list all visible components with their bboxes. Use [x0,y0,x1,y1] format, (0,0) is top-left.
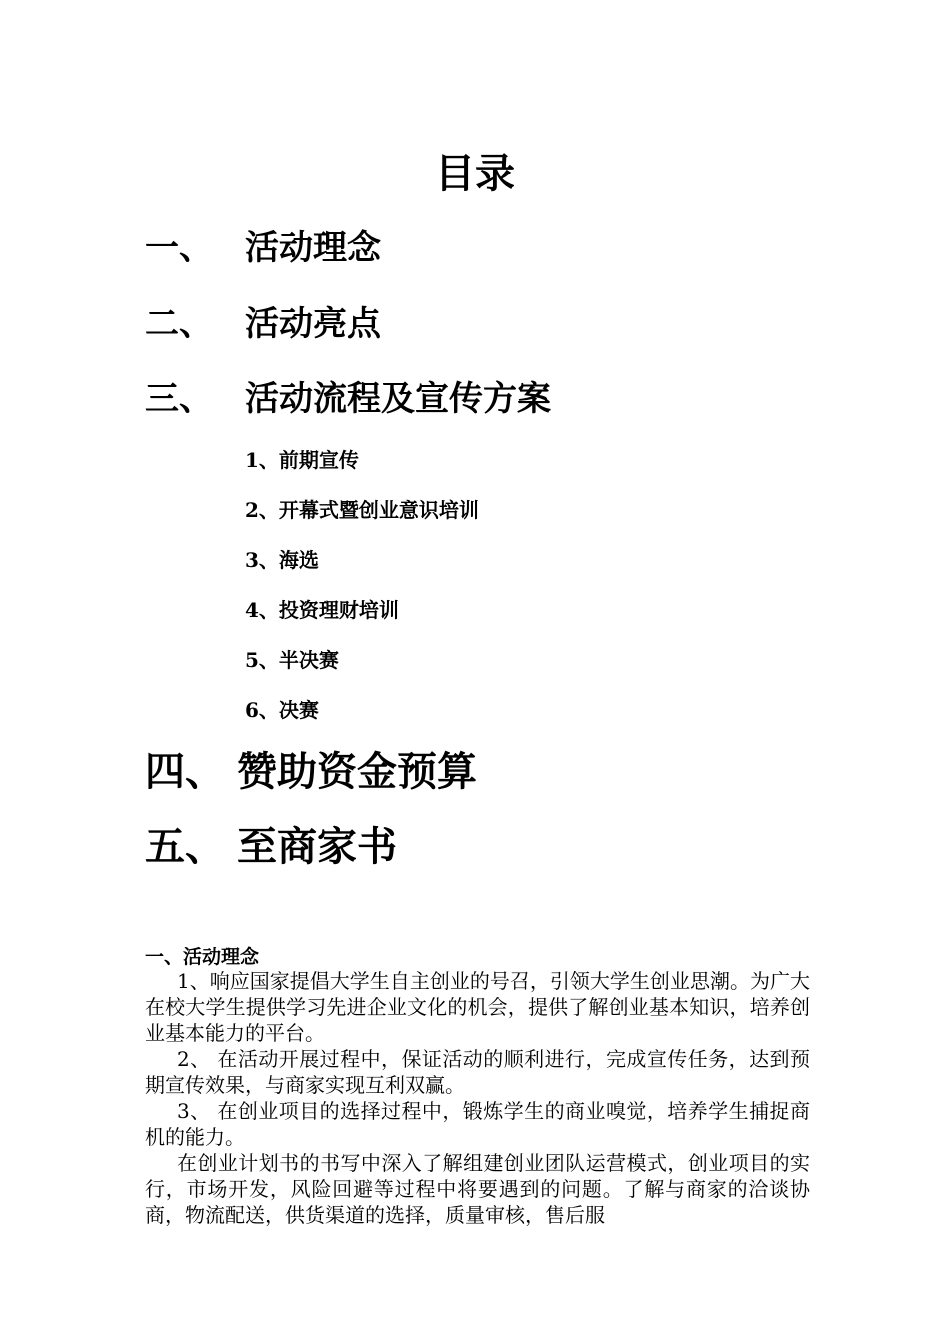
section-heading: 一、活动理念 [145,946,260,968]
toc-item-number: 二、 [145,304,213,344]
paragraph: 在创业计划书的书写中深入了解组建创业团队运营模式，创业项目的实行，市场开发，风险回避等过程中将要遇到的问题。了解与商家的洽谈协商，物流配送，供货渠道的选择，质量审核，售后服 [145,1151,810,1227]
section-body [145,968,810,1228]
toc-item-label: 活动流程及宣传方案 [245,379,551,419]
toc-item-5 [145,822,397,872]
toc-item-label: 至商家书 [237,823,397,870]
toc-item-label: 活动亮点 [245,304,381,344]
toc-subitem: 1、前期宣传 [245,448,359,472]
paragraph: 2、 在活动开展过程中，保证活动的顺利进行，完成宣传任务，达到预期宣传效果，与商家实现互利双赢。 [145,1047,810,1097]
paragraph: 1、响应国家提倡大学生自主创业的号召，引领大学生创业思潮。为广大在校大学生提供学习先进企业文化的机会，提供了解创业基本知识，培养创业基本能力的平台。 [145,969,810,1045]
toc-item-number: 五、 [145,823,225,870]
paragraph: 3、 在创业项目的选择过程中，锻炼学生的商业嗅觉，培养学生捕捉商机的能力。 [145,1099,810,1149]
toc-subitem: 3、海选 [245,548,319,572]
toc-item-3 [145,377,551,421]
toc-item-number: 三、 [145,379,213,419]
toc-subitem: 6、决赛 [245,698,319,722]
toc-item-2 [145,302,381,346]
toc-item-label: 活动理念 [245,228,381,268]
toc-subitem: 2、开幕式暨创业意识培训 [245,498,479,522]
toc-title: 目录 [435,150,515,197]
toc-item-number: 一、 [145,228,213,268]
toc-subitem: 4、投资理财培训 [245,598,399,622]
toc-subitem: 5、半决赛 [245,648,339,672]
toc-item-number: 四、 [145,748,225,795]
toc-item-1 [145,226,381,270]
toc-item-label: 赞助资金预算 [237,748,477,795]
toc-item-4 [145,747,477,797]
